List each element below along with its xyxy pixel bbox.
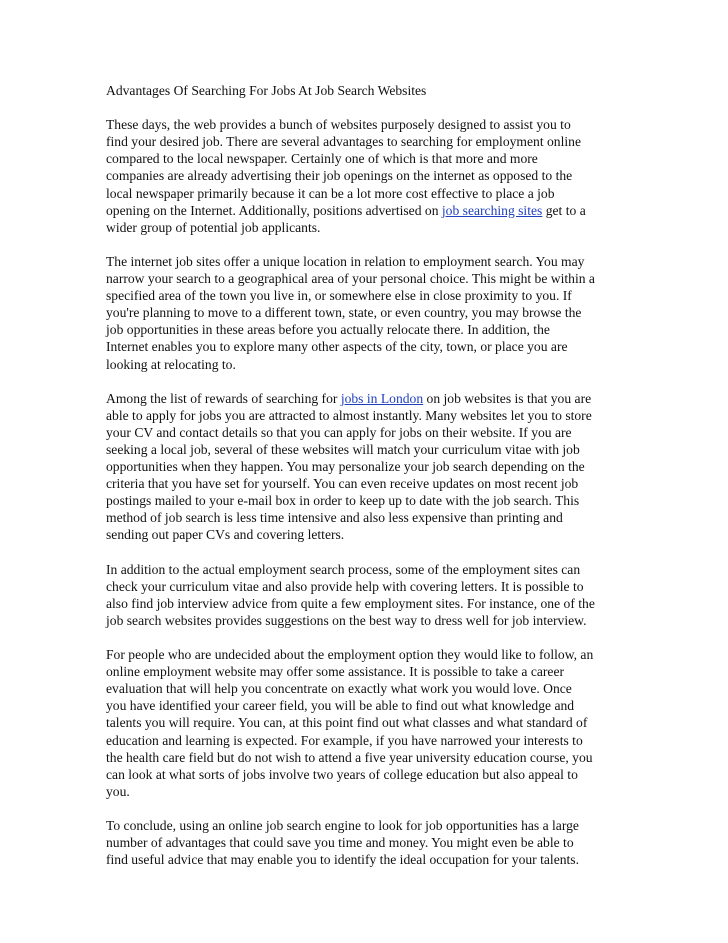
job-searching-sites-link[interactable]: job searching sites <box>441 202 543 218</box>
jobs-in-london-link[interactable]: jobs in London <box>340 390 424 406</box>
document-body <box>106 82 626 885</box>
paragraph-2: The internet job sites offer a unique location in relation to employment search. You may narrow your search to a geographical area of your personal choice. This might be within a specified area of the town you live in, or somewhere else in close proximity to you. If you're planning to move to a different town, state, or even country, you may browse the job opportunities in these areas before you actually relocate there. In addition, the Internet enables you to explore many other aspects of the city, town, or place you are looking at relocating to. <box>106 253 595 372</box>
paragraph-1-text-after: get to a wider group of potential job applicants. <box>106 202 586 235</box>
paragraph-3-text-before: Among the list of rewards of searching for <box>106 390 341 406</box>
paragraph-5: For people who are undecided about the employment option they would like to follow, an online employment website may offer some assistance. It is possible to take a career evaluation that will help you concentrate on exactly what work you would love. Once you have identified your career field, you will be able to find out what knowledge and talents you will require. You can, at this point find out what classes and what standard of education and learning is expected. For example, if you have narrowed your interests to the health care field but do not wish to attend a five year university education course, you can look at what sorts of jobs involve two years of college education but also appeal to you. <box>106 647 594 799</box>
paragraph-6: To conclude, using an online job search engine to look for job opportunities has a large number of advantages that could save you time and money. You might even be able to find useful advice that may enable you to identify the ideal occupation for your talents. <box>106 818 579 868</box>
paragraph-4: In addition to the actual employment search process, some of the employment sites can check your curriculum vitae and also provide help with covering letters. It is possible to also find job interview advice from quite a few employment sites. For instance, one of the job search websites provides suggestions on the best way to dress well for job interview. <box>106 561 595 628</box>
paragraph-1 <box>106 116 626 236</box>
document-title: Advantages Of Searching For Jobs At Job Search Websites <box>106 83 427 98</box>
paragraph-3-text-after: on job websites is that you are able to apply for jobs you are attracted to almost instantly. Many websites let you to store your CV and contact details so that you can apply for jobs on their website. If you are seeking a local job, several of these websites will match your curriculum vitae with job opportunities when they happen. You may personalize your job search depending on the criteria that you have set for yourself. You can even receive updates on most recent job postings mailed to your e-mail box in order to keep up to date with the job search. This method of job search is less time intensive and also less expensive than printing and sending out paper CVs and covering letters. <box>106 390 592 543</box>
paragraph-3 <box>106 390 626 544</box>
paragraph-1-text-before: These days, the web provides a bunch of websites purposely designed to assist you to find your desired job. There are several advantages to searching for employment online compared to the local newspaper. Certainly one of which is that more and more companies are already advertising their job openings on the internet as opposed to the local newspaper primarily because it can be a lot more cost effective to place a job opening on the Internet. Additionally, positions advertised on <box>106 117 581 218</box>
